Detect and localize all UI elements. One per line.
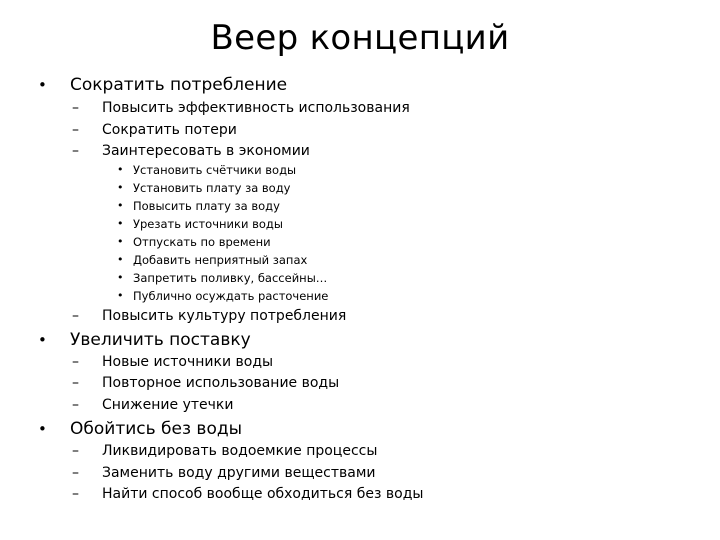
sub-bullet bbox=[72, 141, 310, 161]
sub-sub-bullet-text: Повысить плату за воду bbox=[133, 199, 280, 213]
sub-sub-bullet bbox=[117, 270, 328, 286]
sub-bullet-text: Сократить потери bbox=[102, 122, 237, 138]
bullet-section-1 bbox=[38, 74, 288, 96]
sub-bullet-text: Повторное использование воды bbox=[102, 375, 340, 391]
sub-sub-bullet-text: Урезать источники воды bbox=[133, 217, 283, 231]
sub-bullet bbox=[72, 395, 234, 415]
dash-marker: – bbox=[72, 122, 79, 138]
sub-bullet-text: Новые источники воды bbox=[102, 354, 274, 370]
dot-marker: • bbox=[117, 181, 124, 194]
sub-sub-bullet bbox=[117, 252, 308, 268]
sub-bullet bbox=[72, 441, 378, 461]
dot-marker: • bbox=[117, 199, 124, 212]
dot-marker: • bbox=[117, 163, 124, 176]
sub-bullet-text: Ликвидировать водоемкие процессы bbox=[102, 443, 378, 459]
sub-bullet-text: Повысить эффективность использования bbox=[102, 100, 410, 116]
sub-sub-bullet bbox=[117, 198, 280, 214]
dot-marker: • bbox=[117, 271, 124, 284]
bullet-section-3 bbox=[38, 418, 243, 440]
sub-sub-bullet bbox=[117, 180, 291, 196]
bullet-marker: • bbox=[38, 331, 47, 349]
dot-marker: • bbox=[117, 289, 124, 302]
sub-bullet bbox=[72, 98, 410, 118]
sub-bullet bbox=[72, 484, 424, 504]
sub-bullet-text: Заинтересовать в экономии bbox=[102, 143, 310, 159]
dash-marker: – bbox=[72, 375, 79, 391]
bullet-marker: • bbox=[38, 76, 47, 94]
dash-marker: – bbox=[72, 397, 79, 413]
bullet-text: Обойтись без воды bbox=[70, 419, 243, 439]
sub-sub-bullet-text: Отпускать по времени bbox=[133, 235, 271, 249]
dash-marker: – bbox=[72, 486, 79, 502]
sub-sub-bullet-text: Запретить поливку, бассейны… bbox=[133, 271, 328, 285]
sub-sub-bullet-text: Установить плату за воду bbox=[133, 181, 291, 195]
dash-marker: – bbox=[72, 100, 79, 116]
dash-marker: – bbox=[72, 443, 79, 459]
dash-marker: – bbox=[72, 308, 79, 324]
dot-marker: • bbox=[117, 253, 124, 266]
sub-sub-bullet-text: Добавить неприятный запах bbox=[133, 253, 308, 267]
sub-bullet bbox=[72, 120, 237, 140]
dash-marker: – bbox=[72, 143, 79, 159]
sub-sub-bullet-text: Установить счётчики воды bbox=[133, 163, 297, 177]
sub-bullet-text: Найти способ вообще обходиться без воды bbox=[102, 486, 424, 502]
sub-sub-bullet-text: Публично осуждать расточение bbox=[133, 289, 329, 303]
sub-bullet bbox=[72, 463, 376, 483]
sub-sub-bullet bbox=[117, 162, 297, 178]
sub-bullet bbox=[72, 306, 347, 326]
bullet-section-2 bbox=[38, 329, 251, 351]
dot-marker: • bbox=[117, 217, 124, 230]
bullet-text: Сократить потребление bbox=[70, 75, 288, 95]
bullet-marker: • bbox=[38, 420, 47, 438]
sub-sub-bullet bbox=[117, 234, 271, 250]
sub-bullet bbox=[72, 373, 340, 393]
dot-marker: • bbox=[117, 235, 124, 248]
sub-bullet-text: Заменить воду другими веществами bbox=[102, 465, 376, 481]
slide-title: Веер концепций bbox=[210, 18, 510, 58]
sub-bullet bbox=[72, 352, 274, 372]
dash-marker: – bbox=[72, 465, 79, 481]
dash-marker: – bbox=[72, 354, 79, 370]
sub-sub-bullet bbox=[117, 216, 283, 232]
sub-sub-bullet bbox=[117, 288, 329, 304]
sub-bullet-text: Снижение утечки bbox=[102, 397, 234, 413]
sub-bullet-text: Повысить культуру потребления bbox=[102, 308, 347, 324]
bullet-text: Увеличить поставку bbox=[70, 330, 251, 350]
